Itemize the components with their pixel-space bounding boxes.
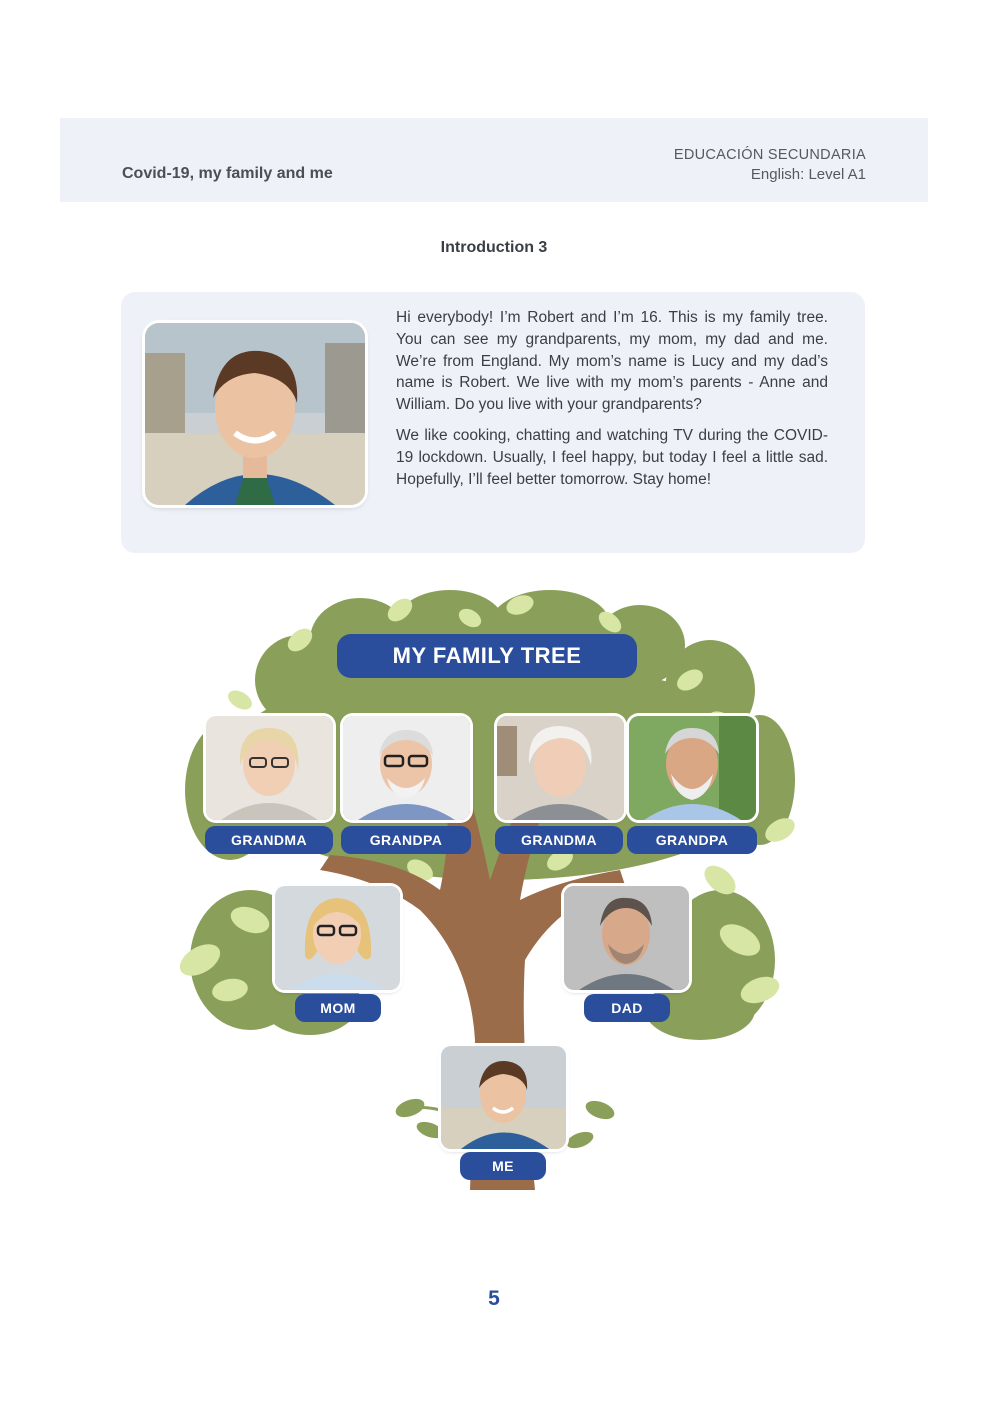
- me-photo: [441, 1046, 566, 1149]
- mom-label: MOM: [295, 994, 381, 1022]
- page-number: 5: [488, 1287, 500, 1310]
- grandpa-label: GRANDPA: [627, 826, 757, 854]
- grandpa-photo: [629, 716, 756, 820]
- section-heading: Introduction 3: [440, 239, 548, 256]
- grandma-label: GRANDMA: [495, 826, 623, 854]
- intro-paragraph: We like cooking, chatting and watching TV during the COVID-19 lockdown. Usually, I feel happy, but today I feel a little sad. Hopefully, I’ll feel better tomorrow. Stay home!: [396, 426, 828, 488]
- mom-photo: [275, 886, 400, 990]
- intro-paragraph: Hi everybody! I’m Robert and I’m 16. This is my family tree. You can see my grandparents, my mom, my dad and me. We’re from England. My mom’s name is Lucy and my dad’s name is Robert. We live with my mom’s parents - Anne and William. Do you live with your grandparents?: [396, 309, 828, 414]
- document-title: Covid-19, my family and me: [122, 165, 333, 182]
- dad-label: DAD: [584, 994, 670, 1022]
- dad-photo: [564, 886, 689, 990]
- course-level: English: Level A1: [750, 166, 866, 183]
- grandma-photo: [497, 716, 624, 820]
- grandpa-label: GRANDPA: [341, 826, 471, 854]
- grandpa-photo: [343, 716, 470, 820]
- education-level: EDUCACIÓN SECUNDARIA: [673, 147, 866, 163]
- grandma-label: GRANDMA: [205, 826, 333, 854]
- grandma-photo: [206, 716, 333, 820]
- family-tree-title: MY FAMILY TREE: [337, 634, 637, 678]
- me-label: ME: [460, 1152, 546, 1180]
